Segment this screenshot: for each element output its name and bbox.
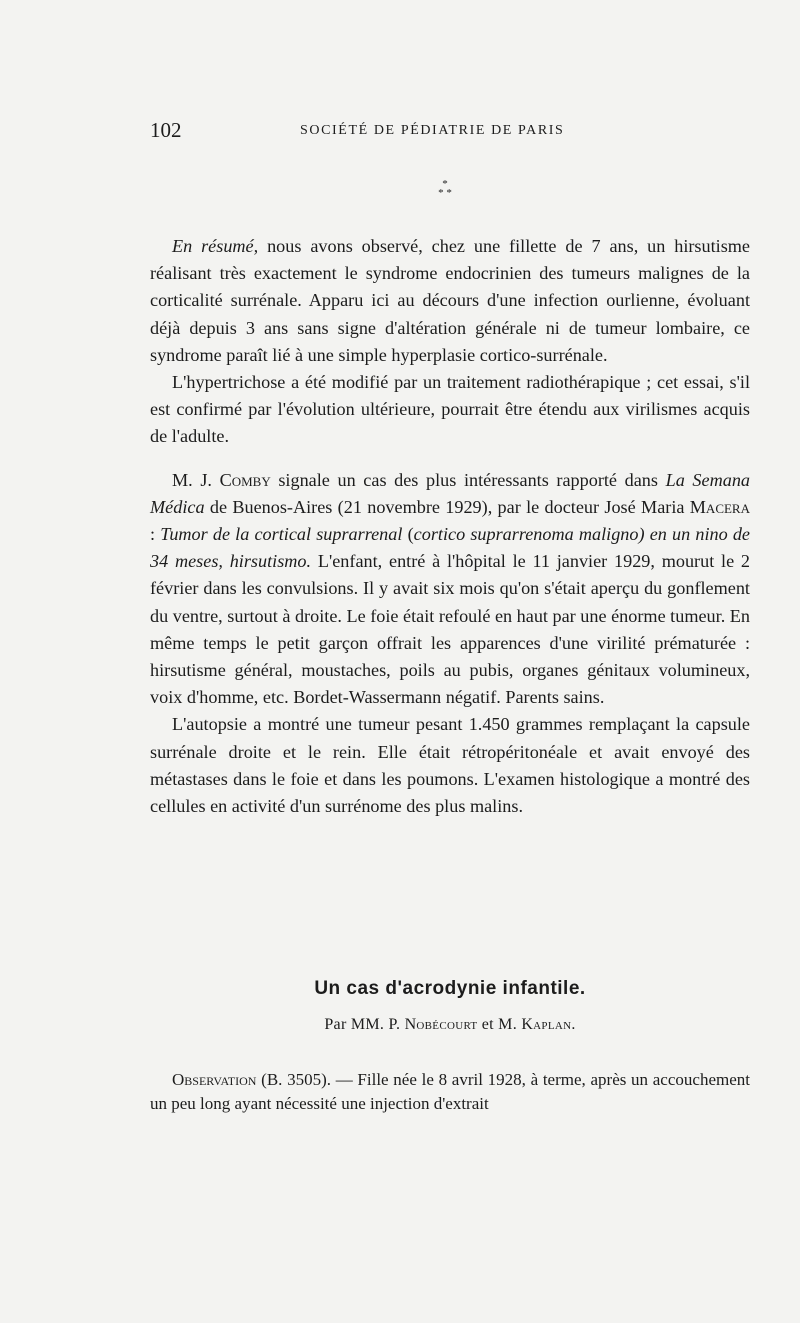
asterism: [425, 180, 465, 198]
section-title: Un cas d'acrodynie infantile.: [314, 978, 586, 999]
summary-lead: En résumé,: [172, 236, 259, 256]
observation-paragraph: [150, 1068, 750, 1116]
author-macera: Macera: [689, 496, 750, 517]
summary-text: nous avons observé, chez une fillette de 7 ans, un hirsutisme réalisant très exactement le syndrome endocrinien des tumeurs malignes de la corticalité surrénale. Apparu ici au décours d'une infection ourlienne, évoluant déjà depuis 3 ans sans signe d'altération générale ni de tumeur lombaire, ce syndrome paraît lié à une simple hyperplasie cortico-surrénale.: [150, 236, 751, 365]
article-title: Tumor de la cortical suprarrenal: [160, 524, 403, 545]
asterism-bottom: * *: [438, 187, 452, 199]
section-authors: Par MM. P. Nobécourt et M. Kaplan.: [324, 1016, 576, 1033]
author-nobecourt: Nobécourt: [404, 1016, 478, 1033]
page-number: 102: [150, 118, 182, 142]
journal-title: La Semana Médica: [150, 469, 751, 517]
main-text: [150, 233, 750, 820]
author-comby: Comby: [219, 469, 271, 490]
paragraph-comby-case: M. J. Comby signale un cas des plus intéressants rapporté dans La Semana Médica de Buenos-Aires (21 novembre 1929), par le docteur José Maria Macera : Tumor de la cortical suprarrenal (cortico suprarrenoma maligno) en un nino de 34 meses, hirsutismo. L'enfant, entré à l'hôpital le 11 janvier 1929, mourut le 2 février dans les convulsions. Il y avait six mois qu'on s'était aperçu du gonflement du ventre, surtout à droite. Le foie était refoulé en haut par une énorme tumeur. En même temps le petit garçon offrait les apparences d'une virilité prématurée : hirsutisme général, moustaches, poils au pubis, organes génitaux volumineux, voix d'homme, etc. Bordet-Wassermann négatif. Parents sains.: [150, 469, 751, 708]
running-title: SOCIÉTÉ DE PÉDIATRIE DE PARIS: [300, 123, 565, 138]
page-header: [150, 118, 748, 148]
observation-text: (B. 3505). — Fille née le 8 avril 1928, à terme, après un accouchement un peu long ayant nécessité une injection d'extrait: [150, 1070, 750, 1113]
paragraph-autopsy: L'autopsie a montré une tumeur pesant 1.450 grammes remplaçant la capsule surrénale droite et le rein. Elle était rétropéritonéale et avait envoyé des métastases dans le foie et dans les poumons. L'examen histologique a montré des cellules en activité d'un surrénome des plus malins.: [150, 714, 750, 817]
paragraph-summary: [150, 233, 750, 369]
asterism-top: *: [442, 178, 448, 190]
author-kaplan: Kaplan: [521, 1016, 572, 1033]
article-subtitle: cortico suprarrenoma maligno) en un nino de 34 meses, hirsutismo.: [150, 524, 751, 572]
observation-label: Observation: [172, 1070, 257, 1089]
paragraph-radiotherapy: L'hypertrichose a été modifié par un traitement radiothérapique ; cet essai, s'il est confirmé par l'évolution ultérieure, pourrait être étendu aux virilismes acquis de l'adulte.: [150, 372, 750, 447]
